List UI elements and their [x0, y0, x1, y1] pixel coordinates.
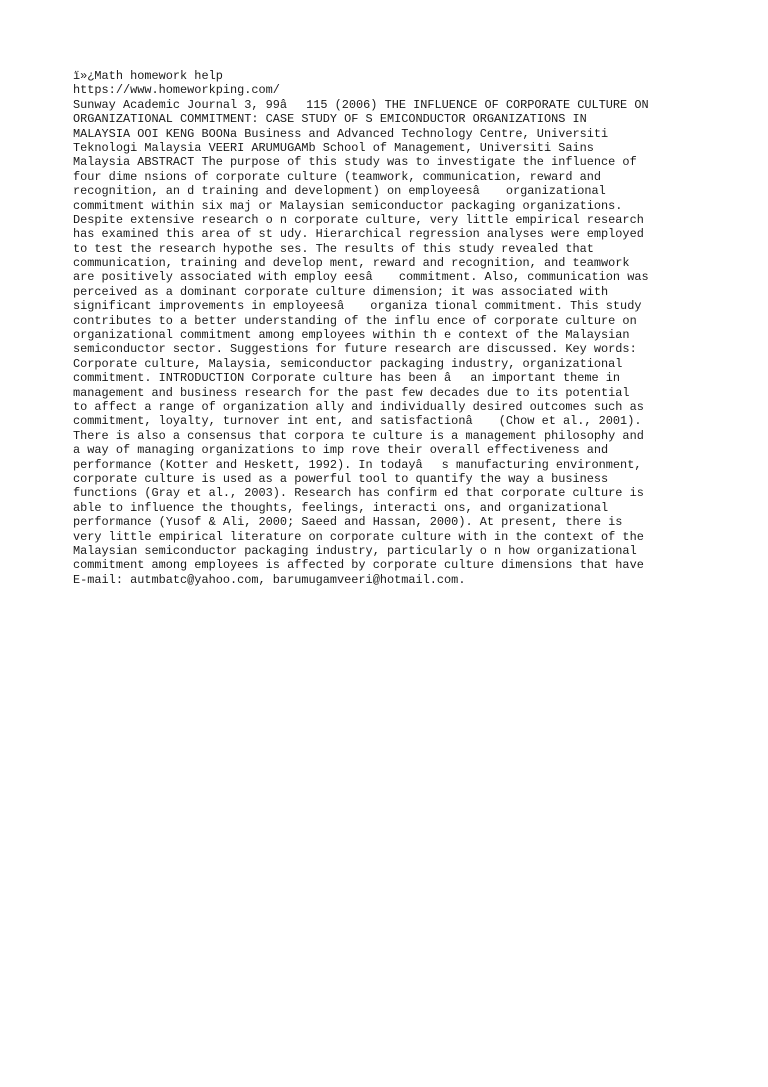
text-line: a way of managing organizations to imp rove their overall effectiveness and	[73, 443, 609, 458]
text-line: commitment. INTRODUCTION Corporate culture has been âan important theme in	[73, 371, 621, 386]
text-line: performance (Kotter and Heskett, 1992). In todayâs manufacturing environment,	[73, 457, 642, 472]
text-line: commitment within six maj or Malaysian semiconductor packaging organizations.	[73, 198, 623, 213]
email-line: E-mail: autmbatc@yahoo.com, barumugamveeri@hotmail.com.	[73, 572, 466, 587]
text-line: communication, training and develop ment, reward and recognition, and teamwork	[73, 256, 630, 271]
text-line: Malaysia ABSTRACT The purpose of this study was to investigate the influence of	[73, 155, 637, 170]
text-line: commitment among employees is affected by corporate culture dimensions that have	[73, 558, 644, 573]
text-line: to affect a range of organization ally and individually desired outcomes such as	[73, 399, 644, 414]
text-line: has examined this area of st udy. Hierarchical regression analyses were employed	[73, 227, 644, 242]
text-line: perceived as a dominant corporate culture dimension; it was associated with	[73, 284, 609, 299]
text-line: functions (Gray et al., 2003). Research has confirm ed that corporate culture is	[73, 486, 644, 501]
text-line: semiconductor sector. Suggestions for future research are discussed. Key words:	[73, 342, 637, 357]
text-line: MALAYSIA OOI KENG BOONa Business and Advanced Technology Centre, Universiti	[73, 126, 609, 141]
text-line: recognition, an d training and development) on employeesâ organizational	[73, 184, 606, 199]
text-line: Despite extensive research o n corporate culture, very little empirical research	[73, 212, 644, 227]
text-line: commitment, loyalty, turnover int ent, and satisfactionâ (Chow et al., 2001).	[73, 414, 642, 429]
url-line[interactable]: https://www.homeworkping.com/	[73, 83, 280, 98]
text-line: to test the research hypothe ses. The results of this study revealed that	[73, 241, 594, 256]
text-line: very little empirical literature on corporate culture with in the context of the	[73, 529, 644, 544]
text-line: Sunway Academic Journal 3, 99â115 (2006) THE INFLUENCE OF CORPORATE CULTURE ON	[73, 97, 649, 112]
text-line: significant improvements in employeesâ organiza tional commitment. This study	[73, 299, 642, 314]
text-line: organizational commitment among employees within th e context of the Malaysian	[73, 328, 630, 343]
text-line: corporate culture is used as a powerful tool to quantify the way a business	[73, 471, 609, 486]
text-line: four dime nsions of corporate culture (teamwork, communication, reward and	[73, 169, 602, 184]
text-line: management and business research for the past few decades due to its potential	[73, 385, 630, 400]
text-line: Corporate culture, Malaysia, semiconductor packaging industry, organizational	[73, 356, 623, 371]
text-line: performance (Yusof & Ali, 2000; Saeed and Hassan, 2000). At present, there is	[73, 515, 623, 530]
text-line: Malaysian semiconductor packaging industry, particularly o n how organizational	[73, 543, 637, 558]
text-line: able to influence the thoughts, feelings, interacti ons, and organizational	[73, 500, 609, 515]
document-page	[73, 69, 703, 587]
text-line: ORGANIZATIONAL COMMITMENT: CASE STUDY OF S EMICONDUCTOR ORGANIZATIONS IN	[73, 112, 587, 127]
text-line: Teknologi Malaysia VEERI ARUMUGAMb School of Management, Universiti Sains	[73, 140, 594, 155]
text-line: contributes to a better understanding of the influ ence of corporate culture on	[73, 313, 637, 328]
text-line: ï»¿Math homework help	[73, 69, 223, 83]
text-line: are positively associated with employ eesâ commitment. Also, communication was	[73, 270, 649, 285]
text-line: There is also a consensus that corpora te culture is a management philosophy and	[73, 428, 644, 443]
